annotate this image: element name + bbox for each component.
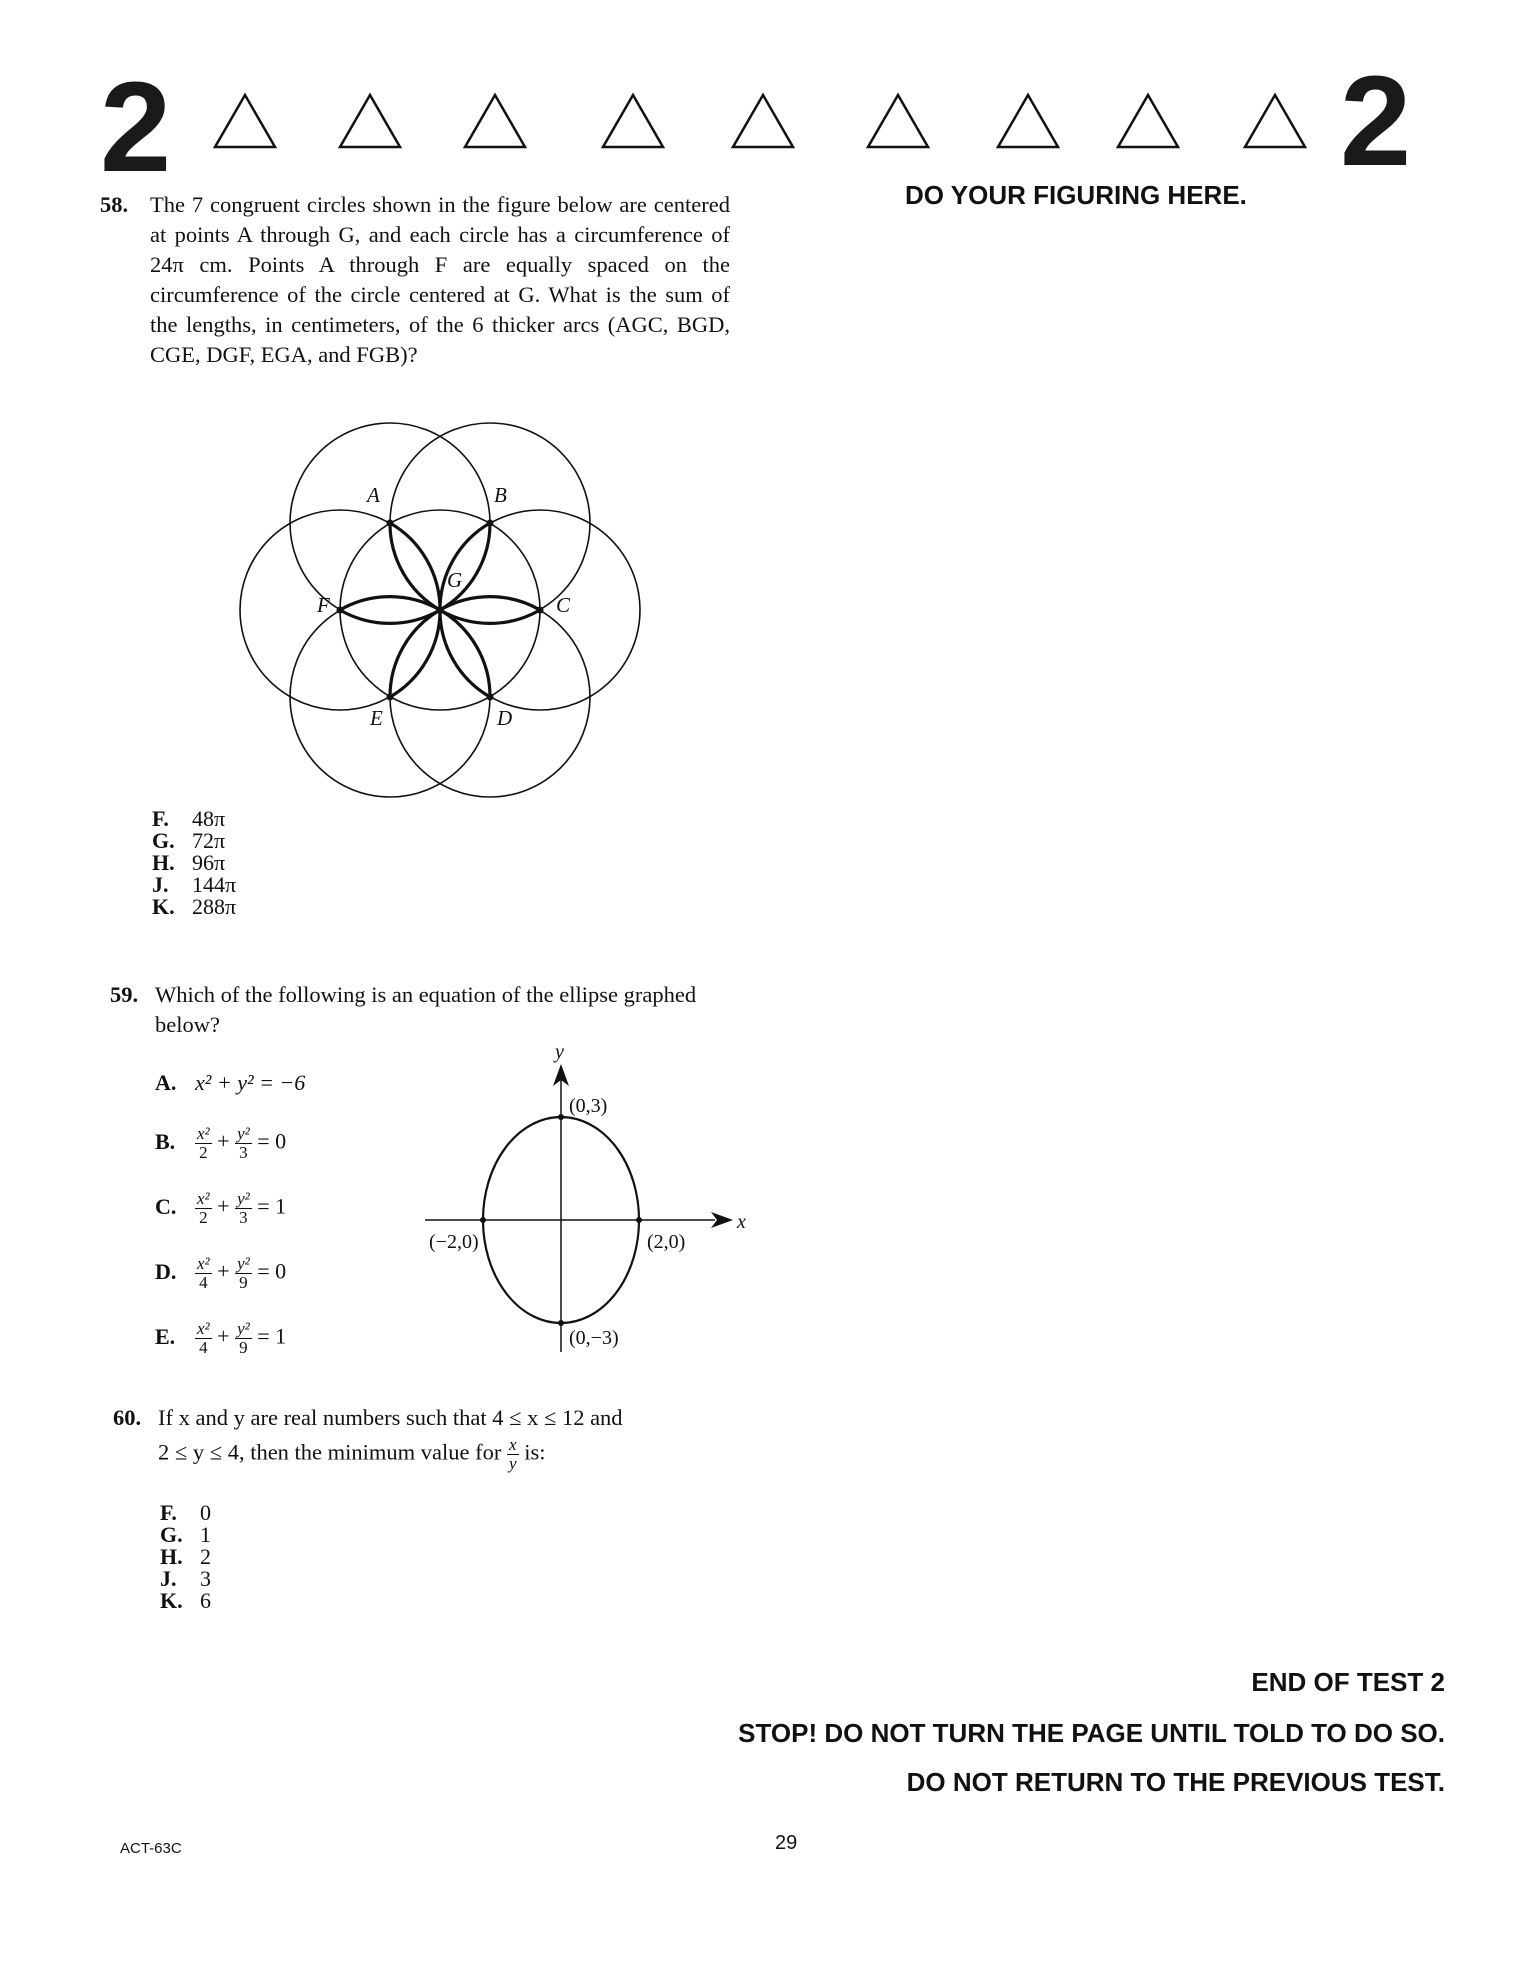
question-text: The 7 congruent circles shown in the figure below are centered at points A through G, and each circle has a circumference of 24π cm. Points A through F are equally spaced on the circumference of the circle centered at G. What is the sum of the lengths, in centimeters, of the 6 thicker arcs (AGC, BGD, CGE, DGF, EGA, and FGB)? bbox=[150, 192, 730, 367]
x-axis-label: x bbox=[737, 1211, 746, 1233]
figuring-note: DO YOUR FIGURING HERE. bbox=[905, 180, 1247, 210]
question-text: Which of the following is an equation of the ellipse graphed below? bbox=[155, 982, 697, 1037]
answer-choice[interactable]: K. 6 bbox=[160, 1588, 211, 1613]
point-label-f: F bbox=[317, 593, 330, 617]
ellipse-graph bbox=[415, 1040, 755, 1375]
question-text-line-1: If x and y are real numbers such that 4 ≤ x ≤ 12 and bbox=[158, 1405, 623, 1430]
triangle-icon bbox=[1242, 92, 1308, 150]
answer-choice[interactable]: J. 144π bbox=[152, 872, 237, 897]
seven-circles-figure bbox=[230, 410, 670, 810]
answer-choice[interactable]: E. $\frac{\text{x²}}{4}$ + $\frac{\text{y²}}{9}$ = 1 bbox=[155, 1319, 287, 1357]
question-number: 58. bbox=[100, 192, 129, 217]
triangle-icon bbox=[600, 92, 666, 150]
question-number: 59. bbox=[110, 982, 139, 1007]
answer-choice[interactable]: H. 96π bbox=[152, 850, 226, 875]
answer-choice[interactable]: B. $\frac{\text{x²}}{2}$ + $\frac{\text{y²}}{3}$ = 0 bbox=[155, 1124, 287, 1162]
answer-choice[interactable]: K. 288π bbox=[152, 894, 237, 919]
section-number-left: 2 bbox=[100, 56, 172, 199]
point-label-a: A bbox=[367, 483, 380, 507]
answer-choice[interactable]: H. 2 bbox=[160, 1544, 211, 1569]
triangle-icon bbox=[865, 92, 931, 150]
triangle-icon bbox=[462, 92, 528, 150]
page-number: 29 bbox=[775, 1832, 798, 1854]
triangle-icon bbox=[1115, 92, 1181, 150]
triangle-icon bbox=[212, 92, 278, 150]
point-label-e: E bbox=[370, 706, 383, 730]
answer-choice[interactable]: D. $\frac{\text{x²}}{4}$ + $\frac{\text{y²}}{9}$ = 0 bbox=[155, 1254, 287, 1292]
y-axis-label: y bbox=[555, 1041, 564, 1063]
point-label-g: G bbox=[447, 568, 463, 592]
section-number-right: 2 bbox=[1340, 50, 1412, 193]
point-label-d: D bbox=[497, 706, 513, 730]
end-of-test-label: END OF TEST 2 bbox=[1251, 1667, 1445, 1697]
question-text-line-2: 2 ≤ y ≤ 4, then the minimum value for $\frac{x}{y}$ is: bbox=[158, 1435, 546, 1473]
stop-instruction: STOP! DO NOT TURN THE PAGE UNTIL TOLD TO DO SO. bbox=[738, 1718, 1445, 1748]
answer-choice[interactable]: F. 0 bbox=[160, 1500, 211, 1525]
answer-choice[interactable]: A. x² + y² = −6 bbox=[155, 1070, 306, 1095]
point-label: (2,0) bbox=[647, 1231, 686, 1253]
answer-choice[interactable]: J. 3 bbox=[160, 1566, 211, 1591]
triangle-icon bbox=[730, 92, 796, 150]
question-number: 60. bbox=[113, 1405, 142, 1430]
answer-choice[interactable]: G. 1 bbox=[160, 1522, 211, 1547]
answer-choice[interactable]: G. 72π bbox=[152, 828, 226, 853]
no-return-instruction: DO NOT RETURN TO THE PREVIOUS TEST. bbox=[906, 1767, 1445, 1797]
point-label: (0,−3) bbox=[569, 1327, 619, 1349]
form-code: ACT-63C bbox=[120, 1840, 182, 1857]
point-label: (−2,0) bbox=[429, 1231, 479, 1253]
point-label-c: C bbox=[556, 593, 571, 617]
triangle-icon bbox=[995, 92, 1061, 150]
answer-choice[interactable]: F. 48π bbox=[152, 806, 226, 831]
triangle-icon bbox=[337, 92, 403, 150]
point-label: (0,3) bbox=[569, 1095, 608, 1117]
answer-choice[interactable]: C. $\frac{\text{x²}}{2}$ + $\frac{\text{y²}}{3}$ = 1 bbox=[155, 1189, 287, 1227]
point-label-b: B bbox=[494, 483, 507, 507]
